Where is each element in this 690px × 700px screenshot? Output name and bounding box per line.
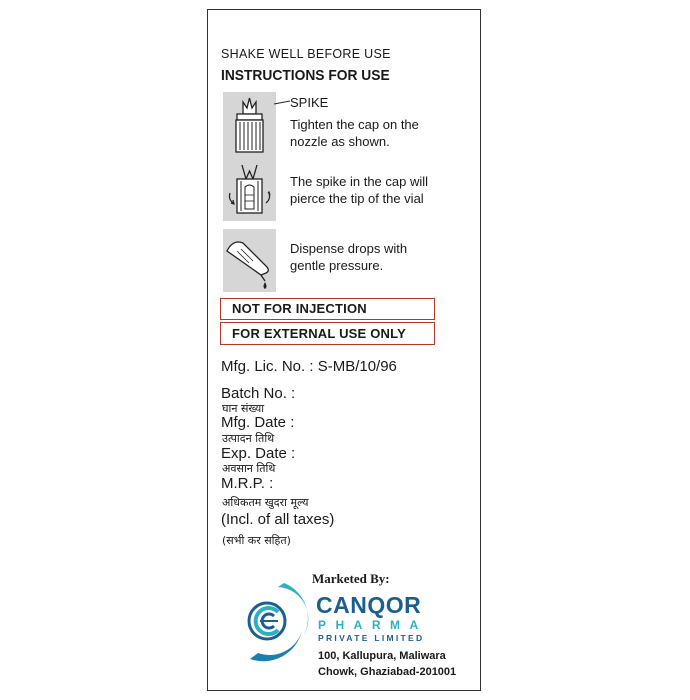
mfg-date-label: Mfg. Date : (221, 414, 295, 431)
dropper-icon (223, 229, 276, 292)
spike-pointer-line (274, 100, 290, 106)
step-2-text: The spike in the cap will pierce the tip of the vial (290, 174, 429, 206)
product-label (207, 9, 481, 691)
external-use-warning: FOR EXTERNAL USE ONLY (220, 322, 435, 345)
instructions-title: INSTRUCTIONS FOR USE (221, 67, 390, 84)
canqor-logo-icon (220, 571, 316, 676)
exp-date-hindi: अवसान तिथि (222, 462, 276, 475)
address-line-2: Chowk, Ghaziabad-201001 (318, 666, 457, 678)
batch-number-hindi: घान संख्या (222, 402, 265, 415)
exp-date-label: Exp. Date : (221, 445, 296, 462)
brand-subname: PHARMA (318, 618, 428, 632)
brand-name: CANQOR (316, 592, 422, 618)
spike-cap-icon (223, 92, 276, 162)
spike-label: SPIKE (290, 95, 329, 110)
brand-private-limited: PRIVATE LIMITED (318, 633, 425, 643)
step-3-text: Dispense drops with gentle pressure. (290, 241, 408, 273)
marketed-by-label: Marketed By: (312, 571, 390, 586)
mrp-hindi: अधिकतम खुदरा मूल्य (222, 496, 309, 509)
mfg-license-number: Mfg. Lic. No. : S-MB/10/96 (221, 358, 397, 375)
not-for-injection-warning: NOT FOR INJECTION (220, 298, 435, 320)
address-line-1: 100, Kallupura, Maliwara (318, 650, 446, 662)
incl-taxes-hindi: (सभी कर सहित) (222, 534, 291, 547)
shake-notice: SHAKE WELL BEFORE USE (221, 47, 391, 61)
pierce-vial-icon (223, 159, 276, 221)
step-1-text: Tighten the cap on the nozzle as shown. (290, 117, 419, 149)
mrp-label: M.R.P. : (221, 475, 274, 492)
mfg-date-hindi: उत्पादन तिथि (222, 432, 275, 445)
batch-number-label: Batch No. : (221, 385, 296, 402)
incl-taxes-label: (Incl. of all taxes) (221, 511, 335, 528)
